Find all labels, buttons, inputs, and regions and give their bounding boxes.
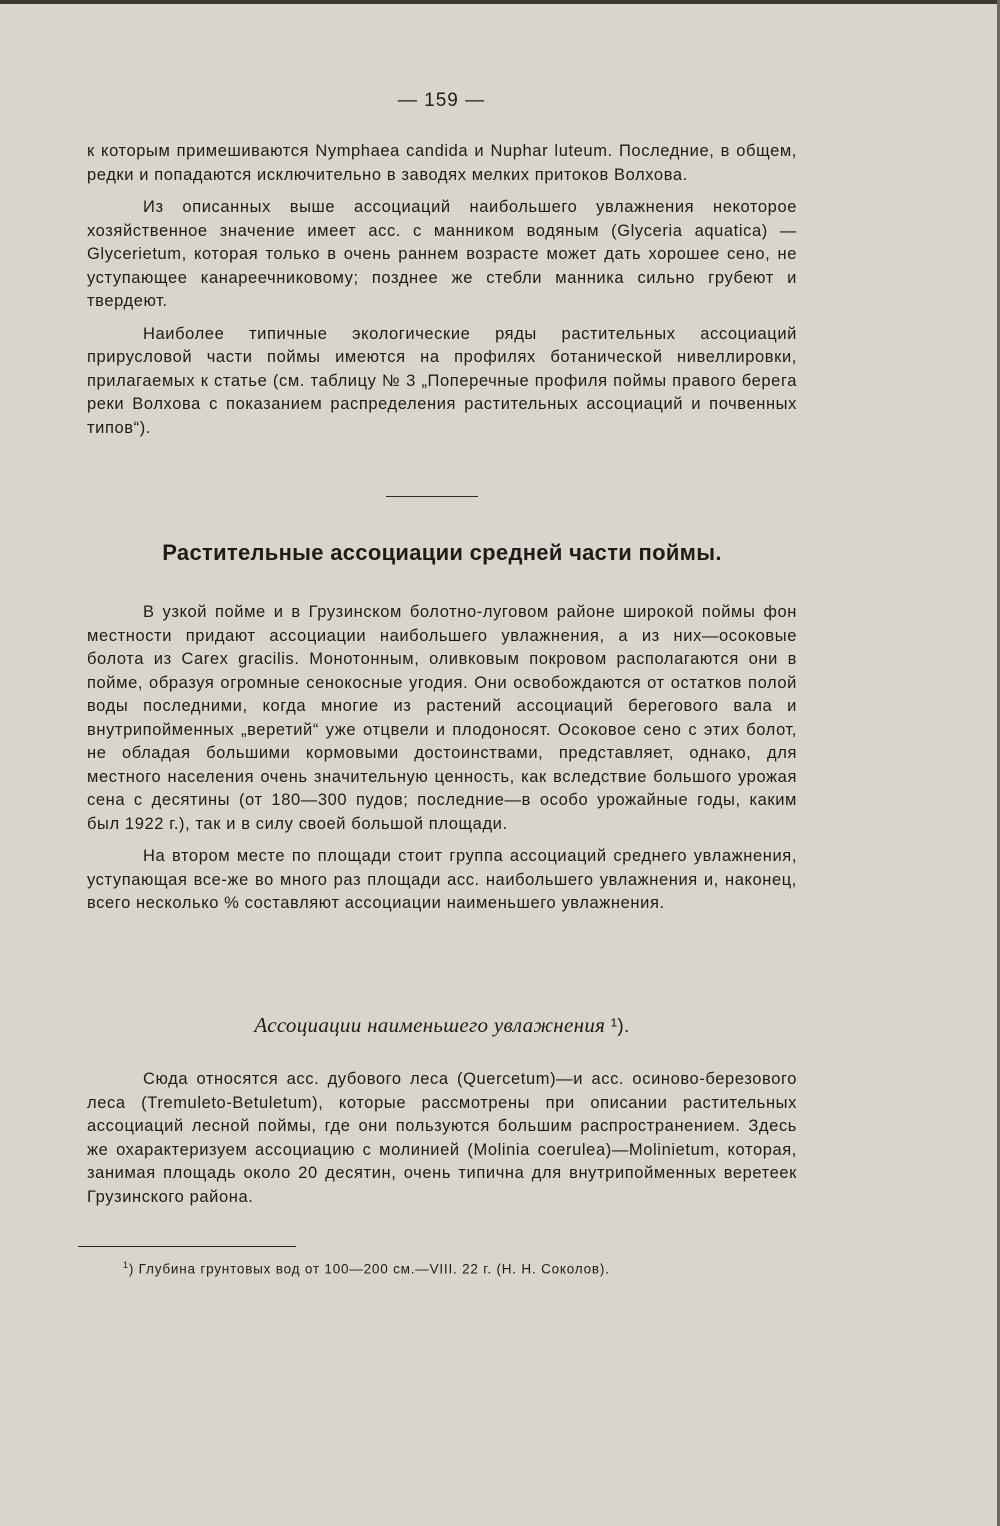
middle-text-block — [87, 601, 797, 916]
page-top-edge — [0, 0, 1000, 4]
top-text-block — [87, 140, 797, 440]
paragraph: В узкой пойме и в Грузинском болотно-луговом районе широкой поймы фон местности придают ассоциации наибольшего увлажнения, а из них—осоковые болота из Carex gracilis. Монотонным, оливковым покровом располагаются они в пойме, образуя огромные сенокосные угодия. Они освобождаются от остатков полой воды последними, когда многие из растений ассоциаций берегового вала и внутрипойменных „веретий“ уже отцвели и плодоносят. Осоковое сено с этих болот, не обладая большими кормовыми достоинствами, представляет, однако, для местного населения очень значительную ценность, как вследствие большого урожая сена с десятины (от 180—300 пудов; последние—в особо урожайные годы, каким был 1922 г.), так и в силу своей большой площади. — [87, 603, 797, 833]
section-divider — [386, 496, 478, 497]
paragraph: На втором месте по площади стоит группа ассоциаций среднего увлажнения, уступающая все-же во много раз площади асс. наибольшего увлажнения и, наконец, всего несколько % составляют ассоциации наименьшего увлажнения. — [87, 847, 797, 912]
sub-heading-text: Ассоциации наименьшего увлажнения — [254, 1013, 606, 1037]
footnote-text: ) Глубина грунтовых вод от 100—200 см.—VIII. 22 г. (Н. Н. Соколов). — [128, 1261, 610, 1277]
section-heading: Растительные ассоциации средней части поймы. — [162, 540, 722, 565]
footnote-reference: ¹). — [610, 1016, 630, 1037]
paragraph: к которым примешиваются Nymphaea candida и Nuphar luteum. Последние, в общем, редки и попадаются исключительно в заводях мелких притоков Волхова. — [87, 142, 797, 184]
footnote — [123, 1260, 823, 1277]
bottom-text-block — [87, 1068, 797, 1209]
paragraph: Наиболее типичные экологические ряды растительных ассоциаций прирусловой части поймы имеются на профилях ботанической нивеллировки, прилагаемых к статье (см. таблицу № 3 „Поперечные профиля поймы правого берега реки Волхова с показанием распределения растительных ассоциаций и почвенных типов“). — [87, 324, 797, 437]
page-number: — 159 — — [397, 90, 486, 111]
sub-heading — [87, 1013, 797, 1038]
footnote-divider — [78, 1246, 296, 1247]
paragraph: Сюда относятся асс. дубового леса (Quercetum)—и асс. осиново-березового леса (Tremuleto-Betuletum), которые рассмотрены при описании растительных ассоциаций лесной поймы, где они пользуются большим распространением. Здесь же охарактеризуем ассоциацию с молинией (Molinia coerulea)—Molinietum, которая, занимая площадь около 20 десятин, очень типична для внутрипойменных веретеек Грузинского района. — [87, 1070, 797, 1206]
paragraph: Из описанных выше ассоциаций наибольшего увлажнения некоторое хозяйственное значение имеет асс. с манником водяным (Glyceria aquatica) — Glycerietum, которая только в очень раннем возрасте может дать хорошее сено, не уступающее канареечниковому; позднее же стебли манника сильно грубеют и твердеют. — [87, 198, 797, 310]
footnote-mark: 1 — [123, 1260, 129, 1270]
